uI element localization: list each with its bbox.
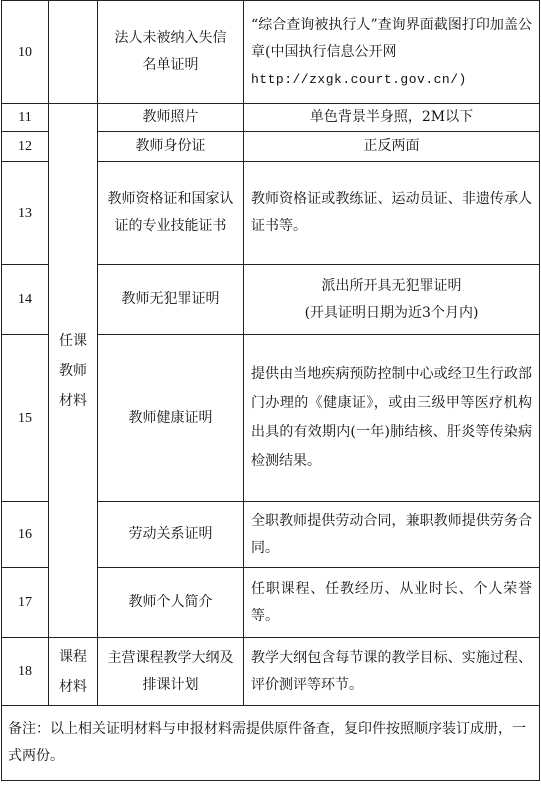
table-row: [2, 638, 540, 706]
row-number: 13: [2, 162, 49, 265]
category-course-materials: 课程材料: [49, 638, 98, 706]
item-description: 正反两面: [244, 132, 540, 162]
table-row-note: [2, 706, 540, 781]
item-description: 单色背景半身照，2M以下: [244, 104, 540, 132]
item-description: 教师资格证或教练证、运动员证、非遗传承人证书等。: [244, 162, 540, 265]
row-number: 18: [2, 638, 49, 706]
item-name: 主营课程教学大纲及排课计划: [98, 638, 244, 706]
row-number: 17: [2, 568, 49, 638]
item-name: 教师健康证明: [98, 335, 244, 502]
item-description: 任职课程、任教经历、从业时长、个人荣誉等。: [244, 568, 540, 638]
item-name: 法人未被纳入失信名单证明: [98, 1, 244, 104]
url-text: http://zxgk.court.gov.cn/): [251, 71, 467, 87]
row-number: 14: [2, 265, 49, 335]
item-name: 教师无犯罪证明: [98, 265, 244, 335]
item-description: 教学大纲包含每节课的教学目标、实施过程、评价测评等环节。: [244, 638, 540, 706]
item-description: 提供由当地疾病预防控制中心或经卫生行政部门办理的《健康证》，或由三级甲等医疗机构出具的有效期内(一年)肺结核、肝炎等传染病检测结果。: [244, 335, 540, 502]
item-name: 劳动关系证明: [98, 502, 244, 568]
item-description: “综合查询被执行人”查询界面截图打印加盖公章(中国执行信息公开网 http://zxgk.court.gov.cn/): [244, 1, 540, 104]
row-number: 15: [2, 335, 49, 502]
category-cell-empty: [49, 1, 98, 104]
item-name: 教师身份证: [98, 132, 244, 162]
row-number: 11: [2, 104, 49, 132]
row-number: 10: [2, 1, 49, 104]
footnote: 备注：以上相关证明材料与申报材料需提供原件备查，复印件按照顺序装订成册，一式两份。: [2, 706, 540, 781]
category-teacher-materials: 任课教师材料: [49, 104, 98, 638]
item-name: 教师个人简介: [98, 568, 244, 638]
row-number: 16: [2, 502, 49, 568]
materials-table: [1, 0, 540, 781]
item-description: 全职教师提供劳动合同，兼职教师提供劳务合同。: [244, 502, 540, 568]
item-description: 派出所开具无犯罪证明 (开具证明日期为近3个月内): [244, 265, 540, 335]
item-name: 教师资格证和国家认证的专业技能证书: [98, 162, 244, 265]
table-row: [2, 104, 540, 132]
table-row: [2, 1, 540, 104]
row-number: 12: [2, 132, 49, 162]
item-name: 教师照片: [98, 104, 244, 132]
